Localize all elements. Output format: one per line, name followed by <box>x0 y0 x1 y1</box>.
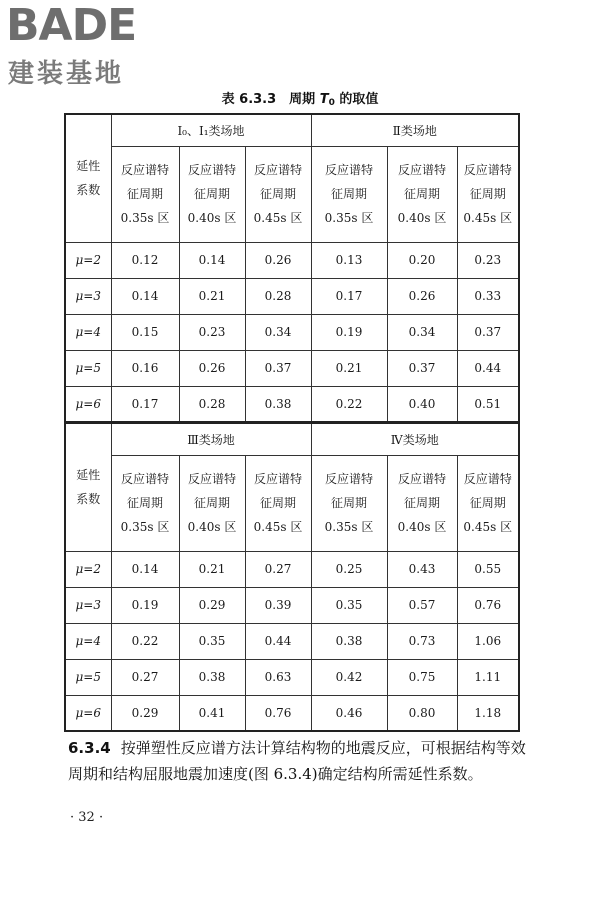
table-title-symbol: T <box>319 92 329 107</box>
site-group-header: I₀、I₁类场地 <box>111 114 311 146</box>
ductility-label: μ=5 <box>65 350 111 386</box>
value-cell: 0.76 <box>245 695 311 731</box>
value-cell: 0.44 <box>457 350 519 386</box>
value-cell: 0.33 <box>457 278 519 314</box>
value-cell: 0.46 <box>311 695 387 731</box>
row-header-line: 系数 <box>76 183 101 198</box>
value-cell: 0.27 <box>245 551 311 587</box>
site-group-header: Ⅳ类场地 <box>311 423 519 455</box>
value-cell: 0.17 <box>311 278 387 314</box>
value-cell: 0.23 <box>179 314 245 350</box>
ductility-label: μ=2 <box>65 551 111 587</box>
value-cell: 0.55 <box>457 551 519 587</box>
period-table-sites-3-4 <box>64 422 520 732</box>
column-header: 反应谱特 征周期 0.35s 区 <box>111 455 179 551</box>
value-cell: 0.20 <box>387 242 457 278</box>
ductility-label: μ=5 <box>65 659 111 695</box>
value-cell: 0.21 <box>311 350 387 386</box>
value-cell: 0.73 <box>387 623 457 659</box>
value-cell: 0.42 <box>311 659 387 695</box>
clause-number: 6.3.4 <box>68 739 111 757</box>
value-cell: 0.41 <box>179 695 245 731</box>
table-row <box>65 350 519 386</box>
row-header-line: 系数 <box>76 492 101 507</box>
value-cell: 0.26 <box>179 350 245 386</box>
value-cell: 0.34 <box>387 314 457 350</box>
column-header: 反应谱特 征周期 0.35s 区 <box>111 146 179 242</box>
value-cell: 0.14 <box>111 551 179 587</box>
table-row <box>65 695 519 731</box>
value-cell: 1.18 <box>457 695 519 731</box>
value-cell: 0.40 <box>387 386 457 422</box>
value-cell: 0.21 <box>179 551 245 587</box>
ductility-label: μ=6 <box>65 386 111 422</box>
table-row <box>65 587 519 623</box>
value-cell: 0.16 <box>111 350 179 386</box>
value-cell: 0.38 <box>245 386 311 422</box>
value-cell: 0.14 <box>111 278 179 314</box>
value-cell: 0.13 <box>311 242 387 278</box>
row-header-cell <box>65 423 111 551</box>
value-cell: 0.57 <box>387 587 457 623</box>
value-cell: 0.15 <box>111 314 179 350</box>
row-header-line: 延性 <box>76 468 101 483</box>
bade-logo <box>6 0 174 90</box>
value-cell: 1.11 <box>457 659 519 695</box>
column-header: 反应谱特 征周期 0.40s 区 <box>179 455 245 551</box>
clause-paragraph <box>68 735 538 787</box>
value-cell: 0.37 <box>245 350 311 386</box>
value-cell: 1.06 <box>457 623 519 659</box>
value-cell: 0.63 <box>245 659 311 695</box>
table-row <box>65 386 519 422</box>
value-cell: 0.34 <box>245 314 311 350</box>
value-cell: 0.26 <box>387 278 457 314</box>
value-cell: 0.37 <box>457 314 519 350</box>
value-cell: 0.28 <box>245 278 311 314</box>
period-table-sites-1-2 <box>64 113 520 423</box>
table-row <box>65 278 519 314</box>
site-group-header: Ⅲ类场地 <box>111 423 311 455</box>
column-header: 反应谱特 征周期 0.40s 区 <box>387 455 457 551</box>
column-header: 反应谱特 征周期 0.40s 区 <box>179 146 245 242</box>
value-cell: 0.25 <box>311 551 387 587</box>
ductility-label: μ=3 <box>65 278 111 314</box>
table-title-prefix: 表 6.3.3 周期 <box>221 92 320 107</box>
table-row <box>65 623 519 659</box>
value-cell: 0.14 <box>179 242 245 278</box>
table-title-suffix: 的取值 <box>334 92 379 107</box>
column-header: 反应谱特 征周期 0.45s 区 <box>245 455 311 551</box>
column-header: 反应谱特 征周期 0.40s 区 <box>387 146 457 242</box>
table-title-subscript: 0 <box>328 98 335 108</box>
ductility-label: μ=6 <box>65 695 111 731</box>
table-row <box>65 314 519 350</box>
table-row <box>65 659 519 695</box>
row-header-line: 延性 <box>76 159 101 174</box>
column-header: 反应谱特 征周期 0.35s 区 <box>311 455 387 551</box>
value-cell: 0.75 <box>387 659 457 695</box>
ductility-label: μ=2 <box>65 242 111 278</box>
value-cell: 0.19 <box>311 314 387 350</box>
value-cell: 0.80 <box>387 695 457 731</box>
value-cell: 0.17 <box>111 386 179 422</box>
value-cell: 0.43 <box>387 551 457 587</box>
value-cell: 0.76 <box>457 587 519 623</box>
row-header-cell <box>65 114 111 242</box>
value-cell: 0.29 <box>179 587 245 623</box>
column-header: 反应谱特 征周期 0.35s 区 <box>311 146 387 242</box>
value-cell: 0.37 <box>387 350 457 386</box>
table-row <box>65 242 519 278</box>
value-cell: 0.39 <box>245 587 311 623</box>
value-cell: 0.19 <box>111 587 179 623</box>
value-cell: 0.27 <box>111 659 179 695</box>
value-cell: 0.22 <box>111 623 179 659</box>
value-cell: 0.28 <box>179 386 245 422</box>
page-number: · 32 · <box>70 810 104 825</box>
ductility-label: μ=3 <box>65 587 111 623</box>
logo-wordmark: BADE <box>6 0 137 51</box>
ductility-label: μ=4 <box>65 314 111 350</box>
column-header: 反应谱特 征周期 0.45s 区 <box>457 146 519 242</box>
value-cell: 0.23 <box>457 242 519 278</box>
logo-chinese-text: 建装基地 <box>8 59 125 89</box>
value-cell: 0.38 <box>179 659 245 695</box>
table-row <box>65 551 519 587</box>
value-cell: 0.44 <box>245 623 311 659</box>
value-cell: 0.29 <box>111 695 179 731</box>
value-cell: 0.38 <box>311 623 387 659</box>
value-cell: 0.22 <box>311 386 387 422</box>
value-cell: 0.26 <box>245 242 311 278</box>
site-group-header: Ⅱ类场地 <box>311 114 519 146</box>
value-cell: 0.12 <box>111 242 179 278</box>
ductility-label: μ=4 <box>65 623 111 659</box>
column-header: 反应谱特 征周期 0.45s 区 <box>245 146 311 242</box>
value-cell: 0.51 <box>457 386 519 422</box>
value-cell: 0.35 <box>179 623 245 659</box>
value-cell: 0.21 <box>179 278 245 314</box>
column-header: 反应谱特 征周期 0.45s 区 <box>457 455 519 551</box>
value-cell: 0.35 <box>311 587 387 623</box>
clause-text: 按弹塑性反应谱方法计算结构物的地震反应，可根据结构等效周期和结构屈服地震加速度(图 6.3.4)确定结构所需延性系数。 <box>68 739 526 783</box>
table-title <box>0 88 600 108</box>
